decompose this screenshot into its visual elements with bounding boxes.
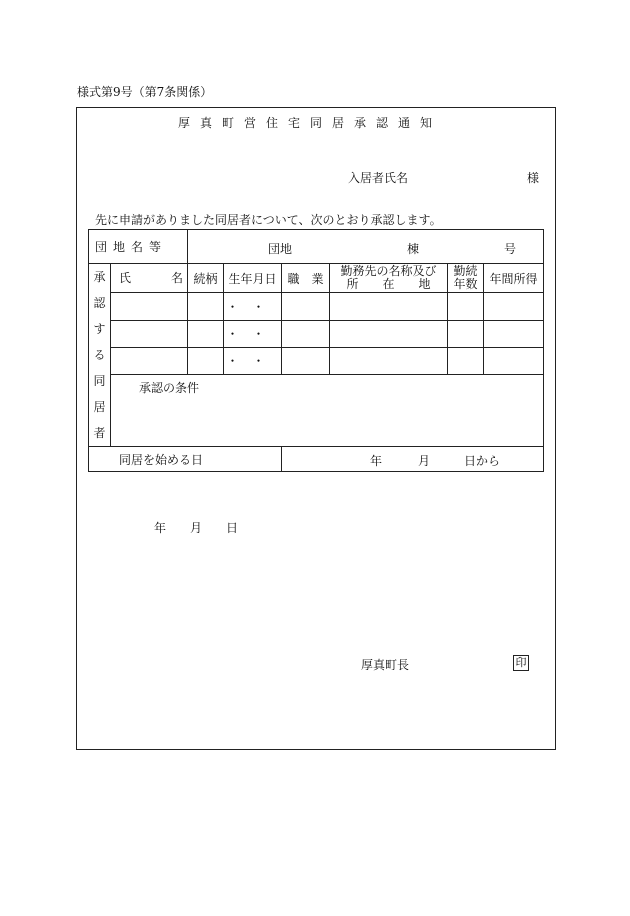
table-row	[89, 347, 544, 374]
header-row	[89, 264, 544, 293]
job-cell[interactable]	[282, 293, 330, 320]
name-cell[interactable]	[111, 320, 188, 347]
table-row	[89, 320, 544, 347]
job-cell[interactable]	[282, 347, 330, 374]
name-cell[interactable]	[111, 293, 188, 320]
mune-label: 棟	[407, 242, 420, 256]
relation-cell[interactable]	[188, 293, 224, 320]
vertical-label-char: す	[93, 322, 106, 336]
issuer-name: 厚真町長	[361, 658, 410, 672]
header-years	[448, 264, 484, 293]
conditions-row	[89, 375, 544, 447]
years-cell[interactable]	[448, 320, 484, 347]
issue-year: 年	[154, 521, 167, 535]
form-number: 様式第9号（第7条関係）	[77, 85, 213, 99]
complex-row	[89, 230, 544, 264]
years-cell[interactable]	[448, 347, 484, 374]
header-years-2: 年数	[453, 277, 478, 292]
name-cell[interactable]	[111, 347, 188, 374]
danchi-label: 団地	[268, 242, 293, 256]
start-date-row	[89, 447, 544, 472]
birthdate-cell[interactable]: ・・	[224, 320, 282, 347]
tenant-name-label: 入居者氏名	[348, 171, 409, 185]
job-cell[interactable]	[282, 320, 330, 347]
conditions-label: 承認の条件	[139, 381, 200, 396]
conditions-cell[interactable]	[111, 375, 544, 447]
table-row	[89, 293, 544, 320]
intro-text: 先に申請がありました同居者について、次のとおり承認します。	[95, 213, 442, 227]
seal-mark: 印	[513, 655, 529, 671]
vertical-label-char: る	[93, 348, 106, 362]
header-income: 年間所得	[484, 264, 544, 293]
complex-label: 団地名等	[89, 230, 188, 264]
workplace-cell[interactable]	[330, 293, 448, 320]
start-day: 日から	[464, 454, 501, 468]
complex-value[interactable]	[188, 230, 544, 264]
workplace-cell[interactable]	[330, 320, 448, 347]
header-workplace-2: 所 在 地	[346, 277, 431, 292]
approved-cohabitant-label	[89, 264, 111, 447]
issue-day: 日	[226, 521, 239, 535]
tenant-honorific: 様	[527, 171, 540, 185]
vertical-label-char: 認	[93, 296, 106, 310]
header-relation: 続柄	[188, 264, 224, 293]
go-label: 号	[504, 242, 517, 256]
header-workplace-1: 勤務先の名称及び	[340, 264, 437, 279]
income-cell[interactable]	[484, 293, 544, 320]
start-date-value[interactable]	[282, 447, 544, 472]
birthdate-cell[interactable]: ・・	[224, 293, 282, 320]
income-cell[interactable]	[484, 320, 544, 347]
header-birthdate: 生年月日	[224, 264, 282, 293]
years-cell[interactable]	[448, 293, 484, 320]
header-name	[111, 264, 188, 293]
notice-title: 厚真町営住宅同居承認通知	[178, 116, 443, 130]
vertical-label-char: 同	[93, 374, 106, 388]
income-cell[interactable]	[484, 347, 544, 374]
relation-cell[interactable]	[188, 320, 224, 347]
vertical-label-char: 居	[93, 400, 106, 414]
header-job: 職 業	[282, 264, 330, 293]
header-workplace	[330, 264, 448, 293]
header-name-1: 氏	[119, 271, 132, 285]
vertical-label-char: 者	[93, 426, 106, 440]
seal-icon	[513, 655, 529, 671]
start-year: 年	[370, 454, 383, 468]
cohabitant-table	[88, 229, 544, 472]
birthdate-cell[interactable]: ・・	[224, 347, 282, 374]
header-name-2: 名	[171, 271, 184, 285]
issue-month: 月	[190, 521, 203, 535]
start-date-label: 同居を始める日	[89, 447, 282, 472]
vertical-label-char: 承	[93, 270, 106, 284]
start-month: 月	[418, 454, 431, 468]
relation-cell[interactable]	[188, 347, 224, 374]
header-years-1: 勤続	[453, 264, 478, 279]
workplace-cell[interactable]	[330, 347, 448, 374]
